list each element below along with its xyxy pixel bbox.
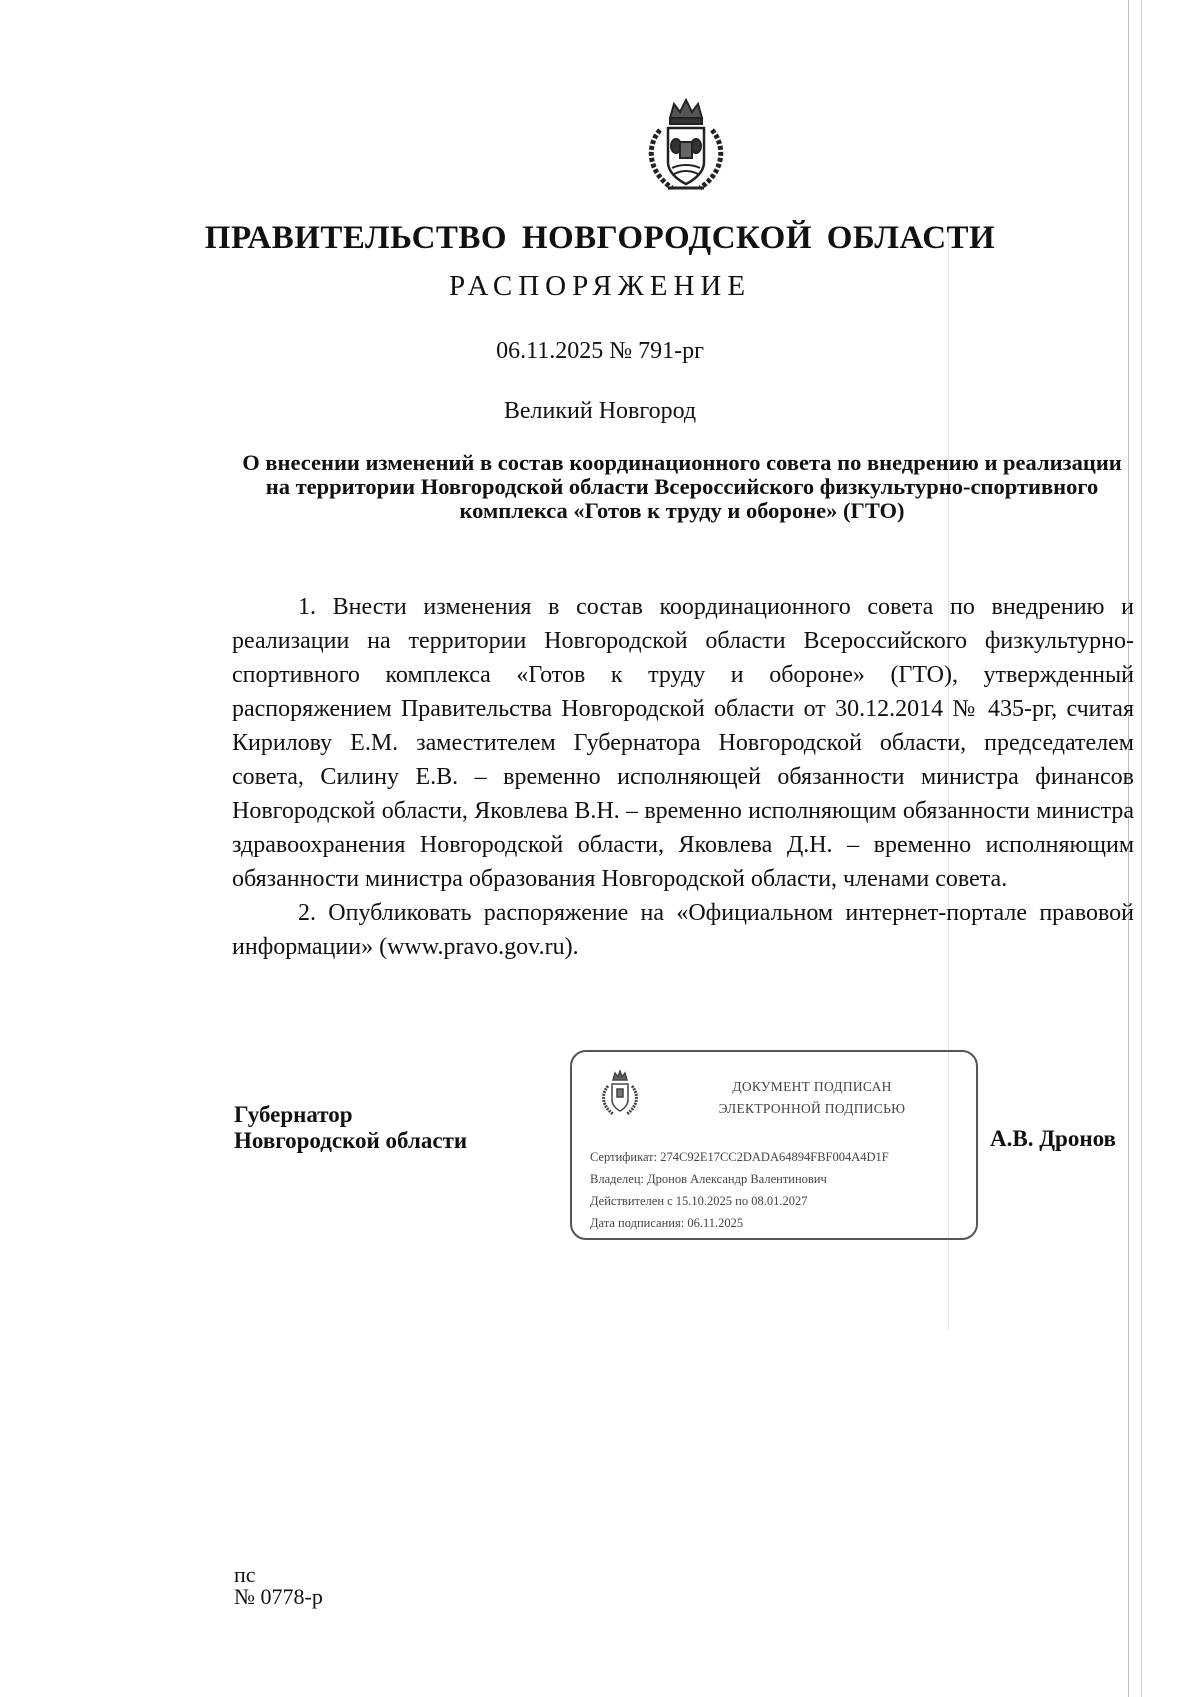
document-title: О внесении изменений в состав координационного совета по внедрению и реализации на территории Новгородской области Всероссийского физкультурно-спортивного комплекса «Готов к труду и обороне» (ГТО): [242, 450, 1122, 523]
stamp-title: [692, 1076, 932, 1120]
stamp-title-line-2: ЭЛЕКТРОННОЙ ПОДПИСЬЮ: [718, 1101, 906, 1116]
organization-heading: ПРАВИТЕЛЬСТВО НОВГОРОДСКОЙ ОБЛАСТИ: [204, 220, 996, 256]
document-footer: [234, 1564, 323, 1608]
stamp-owner: Владелец: Дронов Александр Валентинович: [590, 1172, 827, 1186]
stamp-signed-date: Дата подписания: 06.11.2025: [590, 1216, 744, 1230]
signer-position-line-1: Губернатор: [234, 1102, 353, 1127]
stamp-details: [590, 1146, 889, 1234]
coat-of-arms-emblem: [640, 96, 732, 196]
footer-code: пс: [234, 1562, 256, 1587]
signer-name: А.В. Дронов: [990, 1126, 1116, 1151]
document-city: Великий Новгород: [503, 398, 697, 424]
document-body: [232, 590, 1134, 964]
stamp-validity: Действителен с 15.10.2025 по 08.01.2027: [590, 1194, 808, 1208]
signer-position: [234, 1102, 467, 1154]
electronic-signature-stamp: [570, 1050, 978, 1240]
stamp-title-line-1: ДОКУМЕНТ ПОДПИСАН: [732, 1079, 892, 1094]
stamp-certificate: Сертификат: 274C92E17CC2DADA64894FBF004A4D1F: [590, 1150, 889, 1164]
document-type-heading: РАСПОРЯЖЕНИЕ: [448, 270, 752, 302]
stamp-emblem: [598, 1070, 642, 1118]
paragraph-1: 1. Внести изменения в состав координационного совета по внедрению и реализации на территории Новгородской области Всероссийского физкультурно-спортивного комплекса «Готов к труду и обороне» (ГТО), утвержденный распоряжением Правительства Новгородской области от 30.12.2014 № 435-рг, считая Кирилову Е.М. заместителем Губернатора Новгородской области, председателем совета, Силину Е.В. – временно исполняющей обязанности министра финансов Новгородской области, Яковлева В.Н. – временно исполняющим обязанности министра здравоохранения Новгородской области, Яковлева Д.Н. – временно исполняющим обязанности министра образования Новгородской области, членами совета.: [232, 594, 1134, 892]
signer-position-line-2: Новгородской области: [234, 1128, 468, 1153]
document-date-number: 06.11.2025 № 791-рг: [496, 338, 704, 364]
footer-number: № 0778-р: [234, 1584, 323, 1609]
paragraph-2: 2. Опубликовать распоряжение на «Официальном интернет-портале правовой информации» (www.pravo.gov.ru).: [232, 900, 1134, 960]
